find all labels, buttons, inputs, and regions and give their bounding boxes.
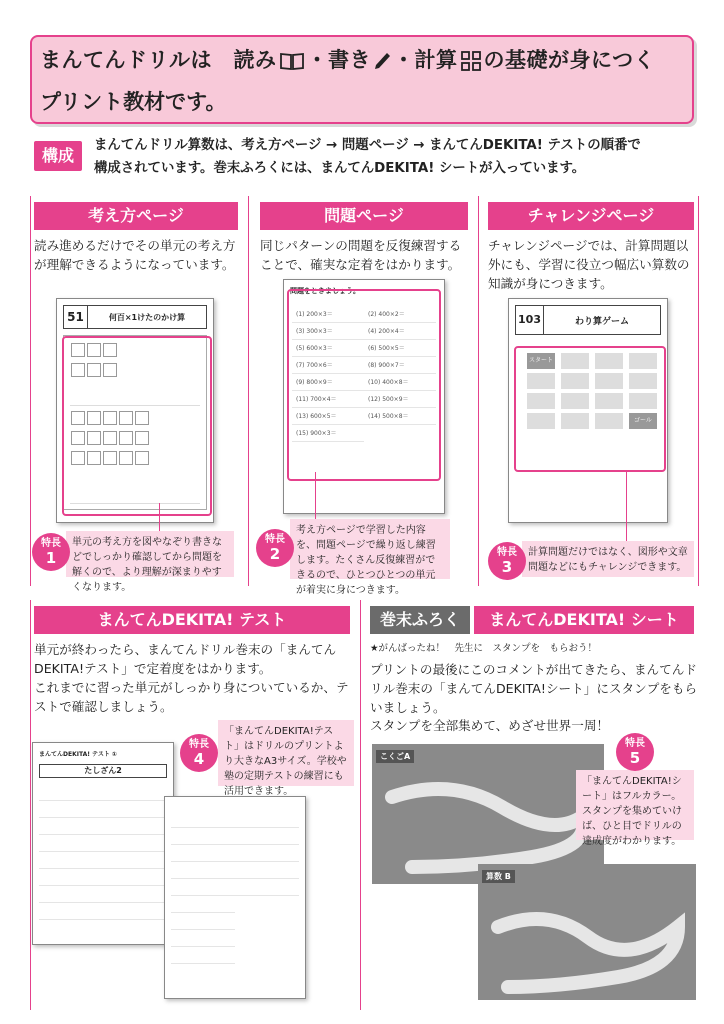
feature-2-badge: 特長 2 [256, 529, 294, 567]
header-line1: まんてんドリルは 読み ・書き ・計算 の基礎が身につく [40, 48, 656, 72]
test-thumbnail-back [164, 796, 306, 999]
maze-goal: ゴール [629, 413, 657, 429]
kangaekata-description: 読み進めるだけでその単元の考え方が理解できるようになっています。 [34, 238, 236, 272]
book-icon [279, 51, 305, 71]
thumb-title: わり算ゲーム [574, 316, 629, 327]
intro-text: まんてんドリル算数は、考え方ページ → 問題ページ → まんてんDEKITA! テストの順番で 構成されています。巻末ふろくには、まんてんDEKITA! シートが入っています。 [94, 138, 641, 176]
sheet-description-2: スタンプを全部集めて、めざせ世界一周！ [370, 718, 610, 733]
section-tab-kangaekata: 考え方ページ [34, 202, 238, 230]
thumb-title: 問題をときましょう。 [290, 287, 360, 295]
mondai-description: 同じパターンの問題を反復練習することで、確実な定着をはかります。 [260, 238, 462, 272]
thumb-subtitle: たしざん2 [39, 764, 167, 778]
divider [30, 600, 31, 1010]
pointer-line [315, 472, 316, 520]
stamp-sheet-a [372, 744, 604, 884]
feature-4-text: 「まんてんDEKITA!テスト」はドリルのプリントより大きなA3サイズ。学校や塾の定期テストの練習にも活用できます。 [218, 720, 354, 786]
pointer-line [626, 472, 627, 542]
mondai-thumbnail: 問題をときましょう。 (1) 200×3＝ (3) 300×3＝ (5) 600×3＝ (7) 700×6＝ (9) 800×9＝ (11) 700×4＝ (13) 600×5＝ (15) 900×3＝ (2) 400×2＝ (4) 200×4＝ (6) 500×5＝ (8) 900×7＝ (10) 400×8＝ (12) 500×9＝ (14) 500×8＝ [283, 279, 445, 514]
pencil-icon [373, 51, 391, 71]
feature-5-text: 「まんてんDEKITA!シート」はフルカラー。スタンプを集めていけば、ひと目でドリルの達成度がわかります。 [576, 770, 694, 840]
brand-name: まんてんドリル [40, 48, 191, 72]
feature-2-text: 考え方ページで学習した内容を、問題ページで繰り返し練習します。たくさん反復練習ができるので、ひとつひとつの単元が着実に身につきます。 [290, 519, 450, 579]
divider [30, 196, 31, 586]
divider [478, 196, 479, 586]
header-line2: プリント教材です。 [40, 90, 227, 114]
stamp-sheet-b [478, 864, 696, 1000]
highlight-frame [287, 289, 441, 481]
section-tab-challenge: チャレンジページ [488, 202, 694, 230]
thumb-title: まんてんDEKITA! テスト ① [39, 751, 117, 758]
highlight-frame [62, 336, 212, 516]
feature-1-text: 単元の考え方を図やなぞり書きなどでしっかり確認してから問題を解くので、より理解が深まりやすくなります。 [66, 531, 234, 577]
section-tab-test: まんてんDEKITA! テスト [34, 606, 350, 634]
section-tab-appendix: 巻末ふろく [370, 606, 470, 634]
divider [360, 600, 361, 1010]
section-tab-mondai: 問題ページ [260, 202, 468, 230]
thumb-number: 51 [64, 306, 88, 328]
section-tab-sheet: まんてんDEKITA! シート [474, 606, 694, 634]
pointer-line [159, 503, 160, 533]
feature-3-badge: 特長 3 [488, 542, 526, 580]
map-label-b: 算数 B [482, 870, 515, 883]
structure-badge: 構成 [34, 141, 82, 171]
feature-5-badge: 特長 5 [616, 733, 654, 771]
thumb-title: 何百×1けたのかけ算 [108, 312, 186, 322]
feature-1-badge: 特長 1 [32, 533, 70, 571]
highlight-frame [514, 346, 666, 472]
maze-start: スタート [527, 353, 555, 369]
test-thumbnail-front [32, 742, 174, 945]
thumb-number: 103 [516, 306, 544, 334]
divider [248, 196, 249, 586]
challenge-description: チャレンジページでは、計算問題以外にも、学習に役立つ幅広い算数の知識が身につきます。 [488, 238, 690, 291]
board-path [478, 887, 696, 1000]
sheet-description-1: プリントの最後にこのコメントが出てきたら、まんてんドリル巻末の「まんてんDEKITA!シート」にスタンプをもらいましょう。 [370, 662, 698, 715]
test-description-2: これまでに習った単元がしっかり身についているか、テストで確認しましょう。 [34, 680, 349, 714]
stamp-comment: ★がんばったね！ 先生に スタンプを もらおう！ [370, 643, 598, 654]
calculator-icon [460, 50, 482, 72]
feature-3-text: 計算問題だけではなく、図形や文章問題などにもチャレンジできます。 [522, 541, 694, 577]
map-label-a: こくごA [376, 750, 414, 763]
test-description-1: 単元が終わったら、まんてんドリル巻末の「まんてんDEKITA!テスト」で定着度をはかります。 [34, 642, 337, 676]
divider [698, 196, 699, 586]
feature-4-badge: 特長 4 [180, 734, 218, 772]
